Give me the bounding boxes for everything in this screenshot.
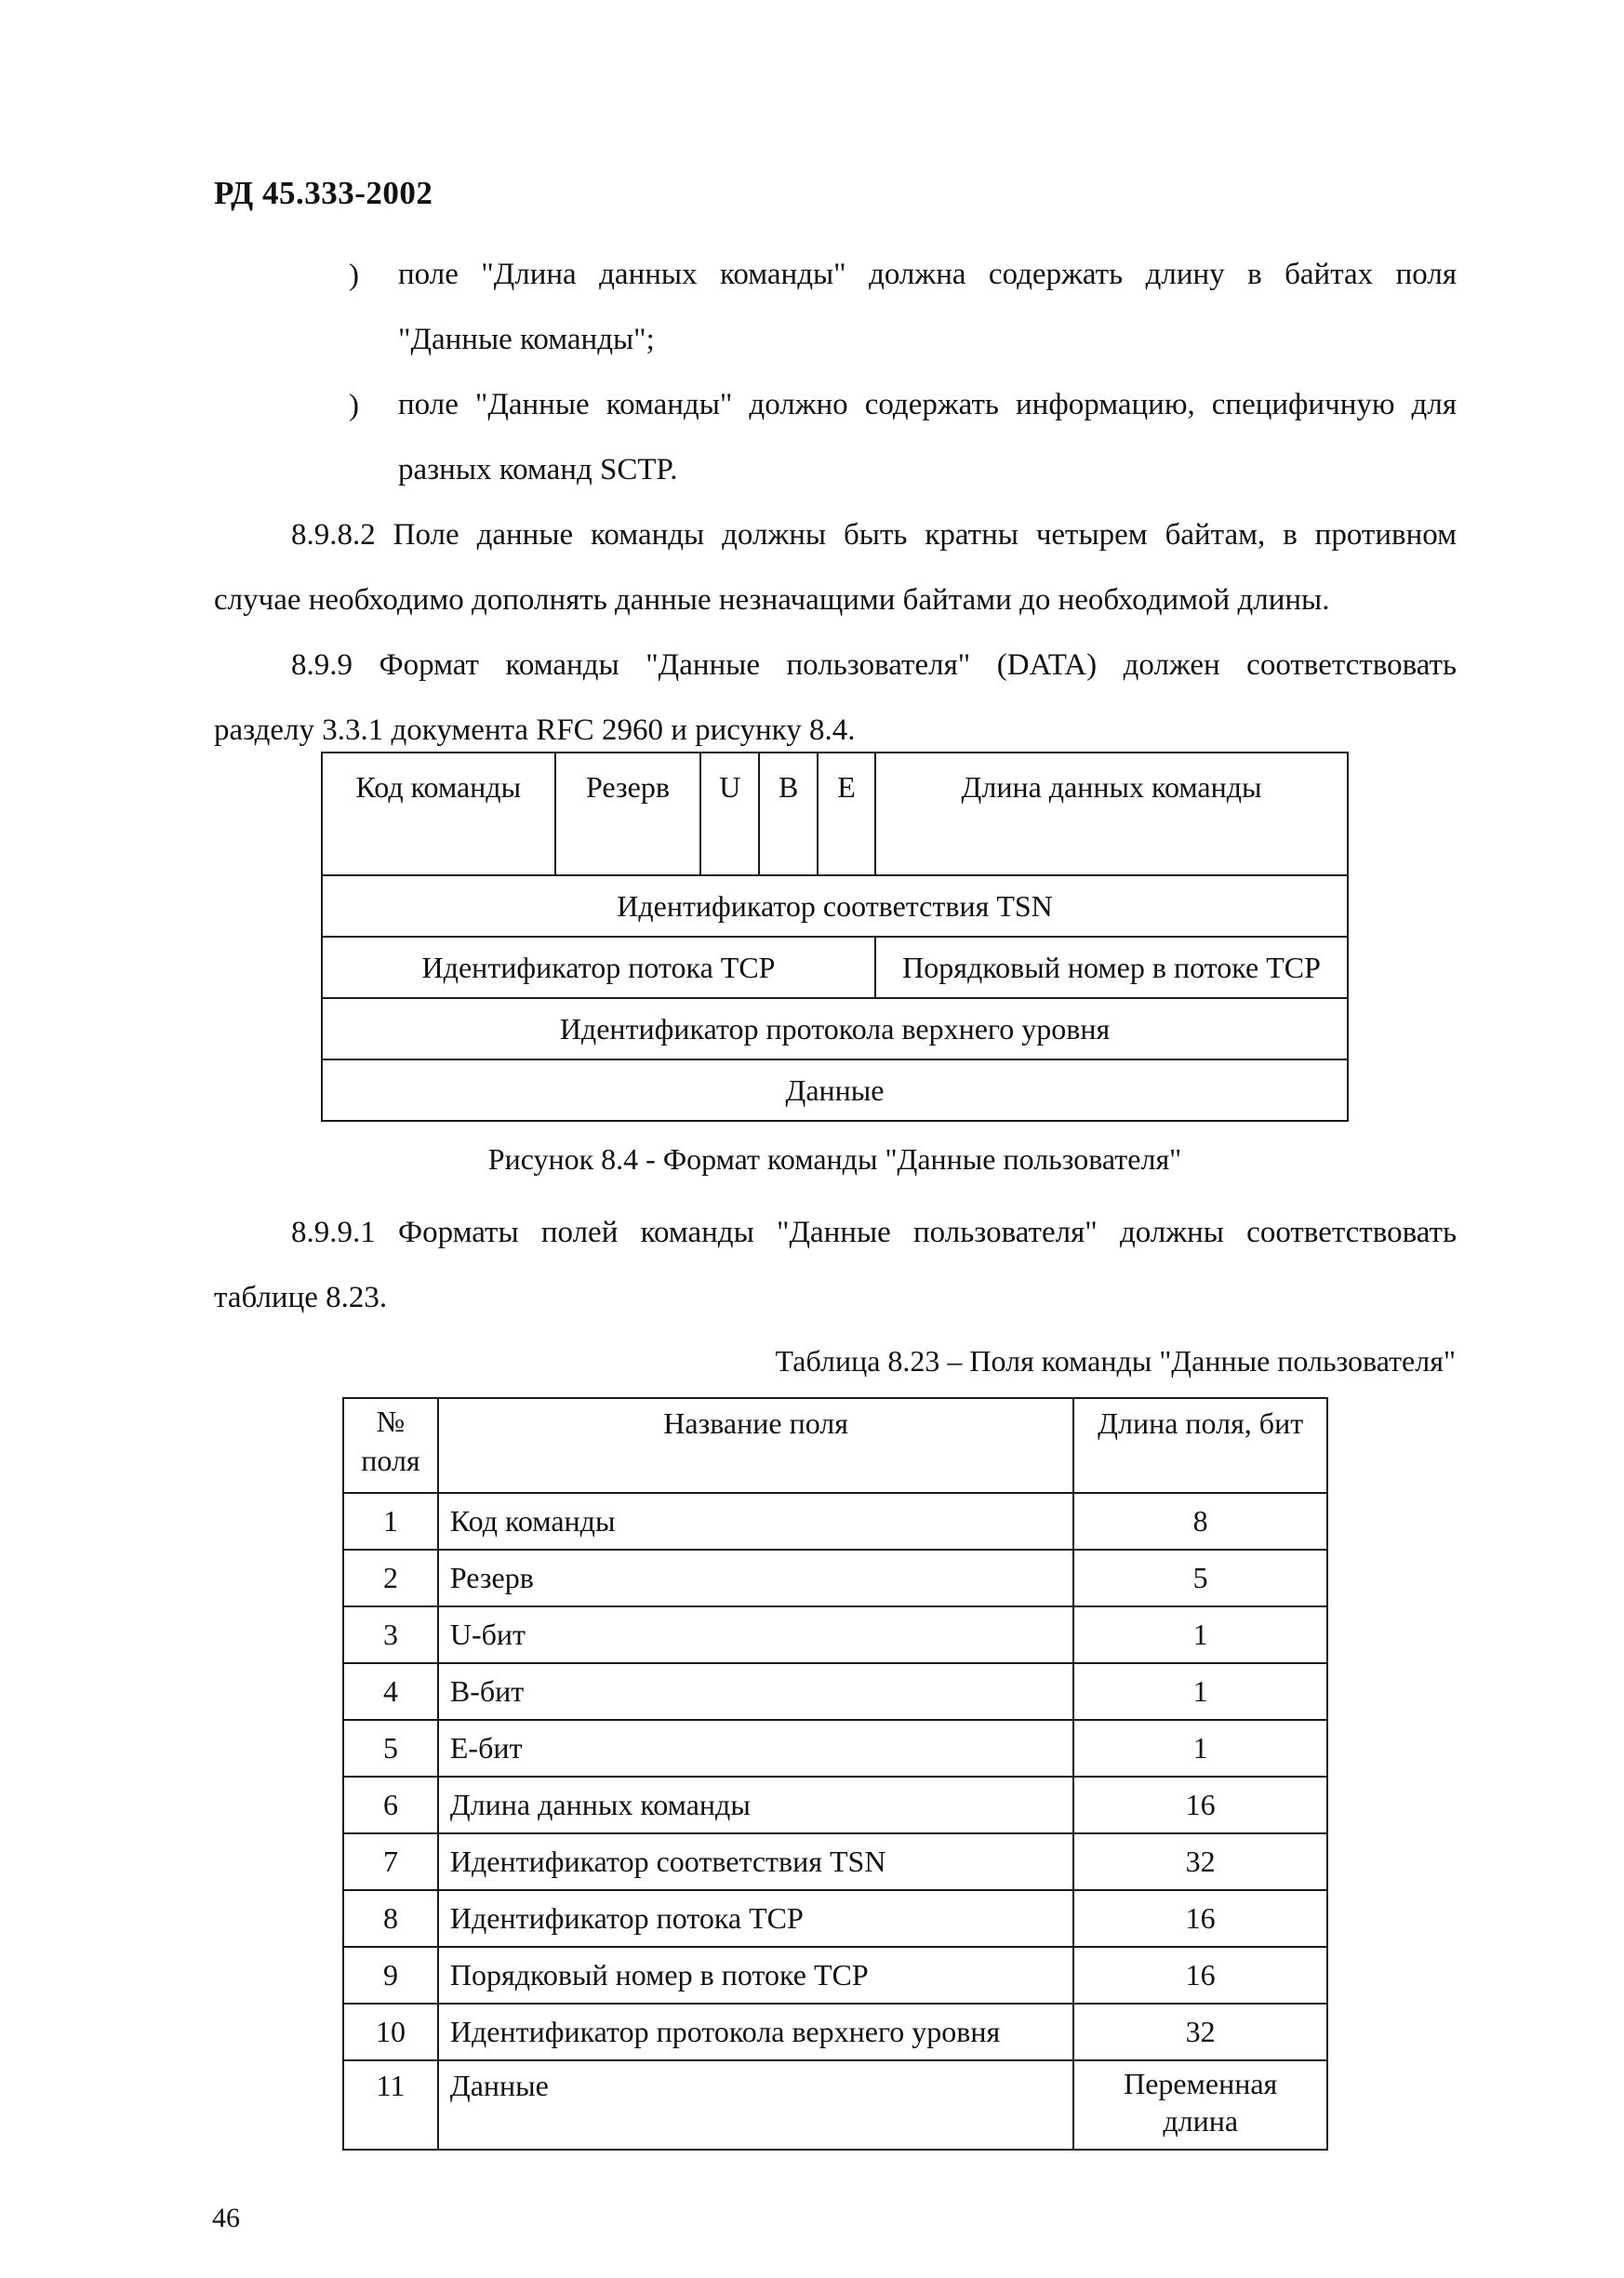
table-header-number <box>343 1398 438 1493</box>
table-cell-length: 8 <box>1073 1493 1327 1550</box>
table-cell-number: 6 <box>343 1777 438 1833</box>
table-header-number-line: № <box>376 1405 406 1438</box>
figure-8-4-format-diagram <box>321 752 1349 1122</box>
table-header-number-line: поля <box>361 1443 420 1477</box>
table-cell-number: 1 <box>343 1493 438 1550</box>
figure-cell-b-bit: B <box>759 753 818 875</box>
figure-cell-command-code: Код команды <box>322 753 555 875</box>
table-cell-name: Данные <box>438 2060 1073 2150</box>
table-cell-name: Идентификатор протокола верхнего уровня <box>438 2004 1073 2060</box>
figure-cell-e-bit: E <box>818 753 875 875</box>
table-row <box>343 1606 1327 1663</box>
table-row <box>343 1833 1327 1890</box>
table-row <box>343 2060 1327 2150</box>
paragraph-8-9-8-2-line: 8.9.8.2 Поле данные команды должны быть кратны четырем байтам, в противном <box>291 518 1457 552</box>
table-cell-name: E-бит <box>438 1720 1073 1777</box>
figure-cell-u-bit: U <box>700 753 759 875</box>
bullet-text-line: поле "Данные команды" должно содержать информацию, специфичную для <box>398 388 1457 421</box>
paragraph-8-9-9-1-line: таблице 8.23. <box>214 1281 388 1314</box>
table-cell-number: 3 <box>343 1606 438 1663</box>
paragraph-8-9-9-1-line: 8.9.9.1 Форматы полей команды "Данные пользователя" должны соответствовать <box>291 1216 1457 1249</box>
table-cell-number: 11 <box>343 2060 438 2150</box>
table-row <box>343 1720 1327 1777</box>
table-row <box>343 1947 1327 2004</box>
table-header-field-name: Название поля <box>438 1398 1073 1493</box>
table-8-23 <box>342 1397 1328 2151</box>
document-code-header: РД 45.333-2002 <box>214 175 433 211</box>
table-cell-number: 4 <box>343 1663 438 1720</box>
table-row <box>343 1550 1327 1606</box>
bullet-text-line: разных команд SCTP. <box>398 453 678 486</box>
table-cell-number: 5 <box>343 1720 438 1777</box>
table-cell-length <box>1073 2060 1327 2150</box>
figure-cell-protocol-id: Идентификатор протокола верхнего уровня <box>322 998 1348 1059</box>
table-cell-name: U-бит <box>438 1606 1073 1663</box>
table-cell-number: 9 <box>343 1947 438 2004</box>
table-cell-length: 32 <box>1073 1833 1327 1890</box>
table-title: Таблица 8.23 – Поля команды "Данные пользователя" <box>775 1344 1456 1378</box>
bullet-marker: ) <box>349 389 359 422</box>
figure-cell-data: Данные <box>322 1059 1348 1121</box>
paragraph-8-9-9-line: разделу 3.3.1 документа RFC 2960 и рисунку 8.4. <box>214 713 856 747</box>
table-cell-length: 1 <box>1073 1720 1327 1777</box>
table-cell-length: 16 <box>1073 1890 1327 1947</box>
bullet-text-line: поле "Длина данных команды" должна содержать длину в байтах поля <box>398 258 1457 291</box>
table-cell-number: 7 <box>343 1833 438 1890</box>
table-cell-length: 16 <box>1073 1777 1327 1833</box>
figure-caption: Рисунок 8.4 - Формат команды "Данные пользователя" <box>487 1142 1182 1176</box>
figure-cell-data-length: Длина данных команды <box>875 753 1348 875</box>
table-cell-length: 16 <box>1073 1947 1327 2004</box>
table-cell-name: Порядковый номер в потоке TCP <box>438 1947 1073 2004</box>
table-cell-length: 1 <box>1073 1663 1327 1720</box>
bullet-marker: ) <box>349 259 359 292</box>
table-cell-name: Код команды <box>438 1493 1073 1550</box>
table-cell-name: Идентификатор соответствия TSN <box>438 1833 1073 1890</box>
figure-cell-tsn: Идентификатор соответствия TSN <box>322 875 1348 937</box>
bullet-text-line: "Данные команды"; <box>398 323 655 356</box>
table-cell-length-line: длина <box>1163 2104 1239 2138</box>
table-cell-length-line: Переменная <box>1124 2067 1278 2100</box>
table-header-field-length: Длина поля, бит <box>1073 1398 1327 1493</box>
table-row <box>343 2004 1327 2060</box>
table-row <box>343 1493 1327 1550</box>
table-cell-name: Резерв <box>438 1550 1073 1606</box>
table-cell-name: Идентификатор потока TCP <box>438 1890 1073 1947</box>
table-row <box>343 1890 1327 1947</box>
page-number: 46 <box>212 2203 240 2233</box>
figure-cell-stream-id: Идентификатор потока TCP <box>322 937 875 998</box>
figure-cell-reserve: Резерв <box>555 753 701 875</box>
paragraph-8-9-9-line: 8.9.9 Формат команды "Данные пользователя" (DATA) должен соответствовать <box>291 648 1457 682</box>
table-cell-number: 2 <box>343 1550 438 1606</box>
table-cell-name: Длина данных команды <box>438 1777 1073 1833</box>
table-row <box>343 1663 1327 1720</box>
table-cell-length: 1 <box>1073 1606 1327 1663</box>
table-cell-number: 8 <box>343 1890 438 1947</box>
figure-cell-stream-seq: Порядковый номер в потоке TCP <box>875 937 1348 998</box>
table-cell-length: 5 <box>1073 1550 1327 1606</box>
table-cell-number: 10 <box>343 2004 438 2060</box>
table-cell-name: B-бит <box>438 1663 1073 1720</box>
paragraph-8-9-8-2-line: случае необходимо дополнять данные незначащими байтами до необходимой длины. <box>214 583 1330 617</box>
table-row <box>343 1777 1327 1833</box>
table-cell-length: 32 <box>1073 2004 1327 2060</box>
